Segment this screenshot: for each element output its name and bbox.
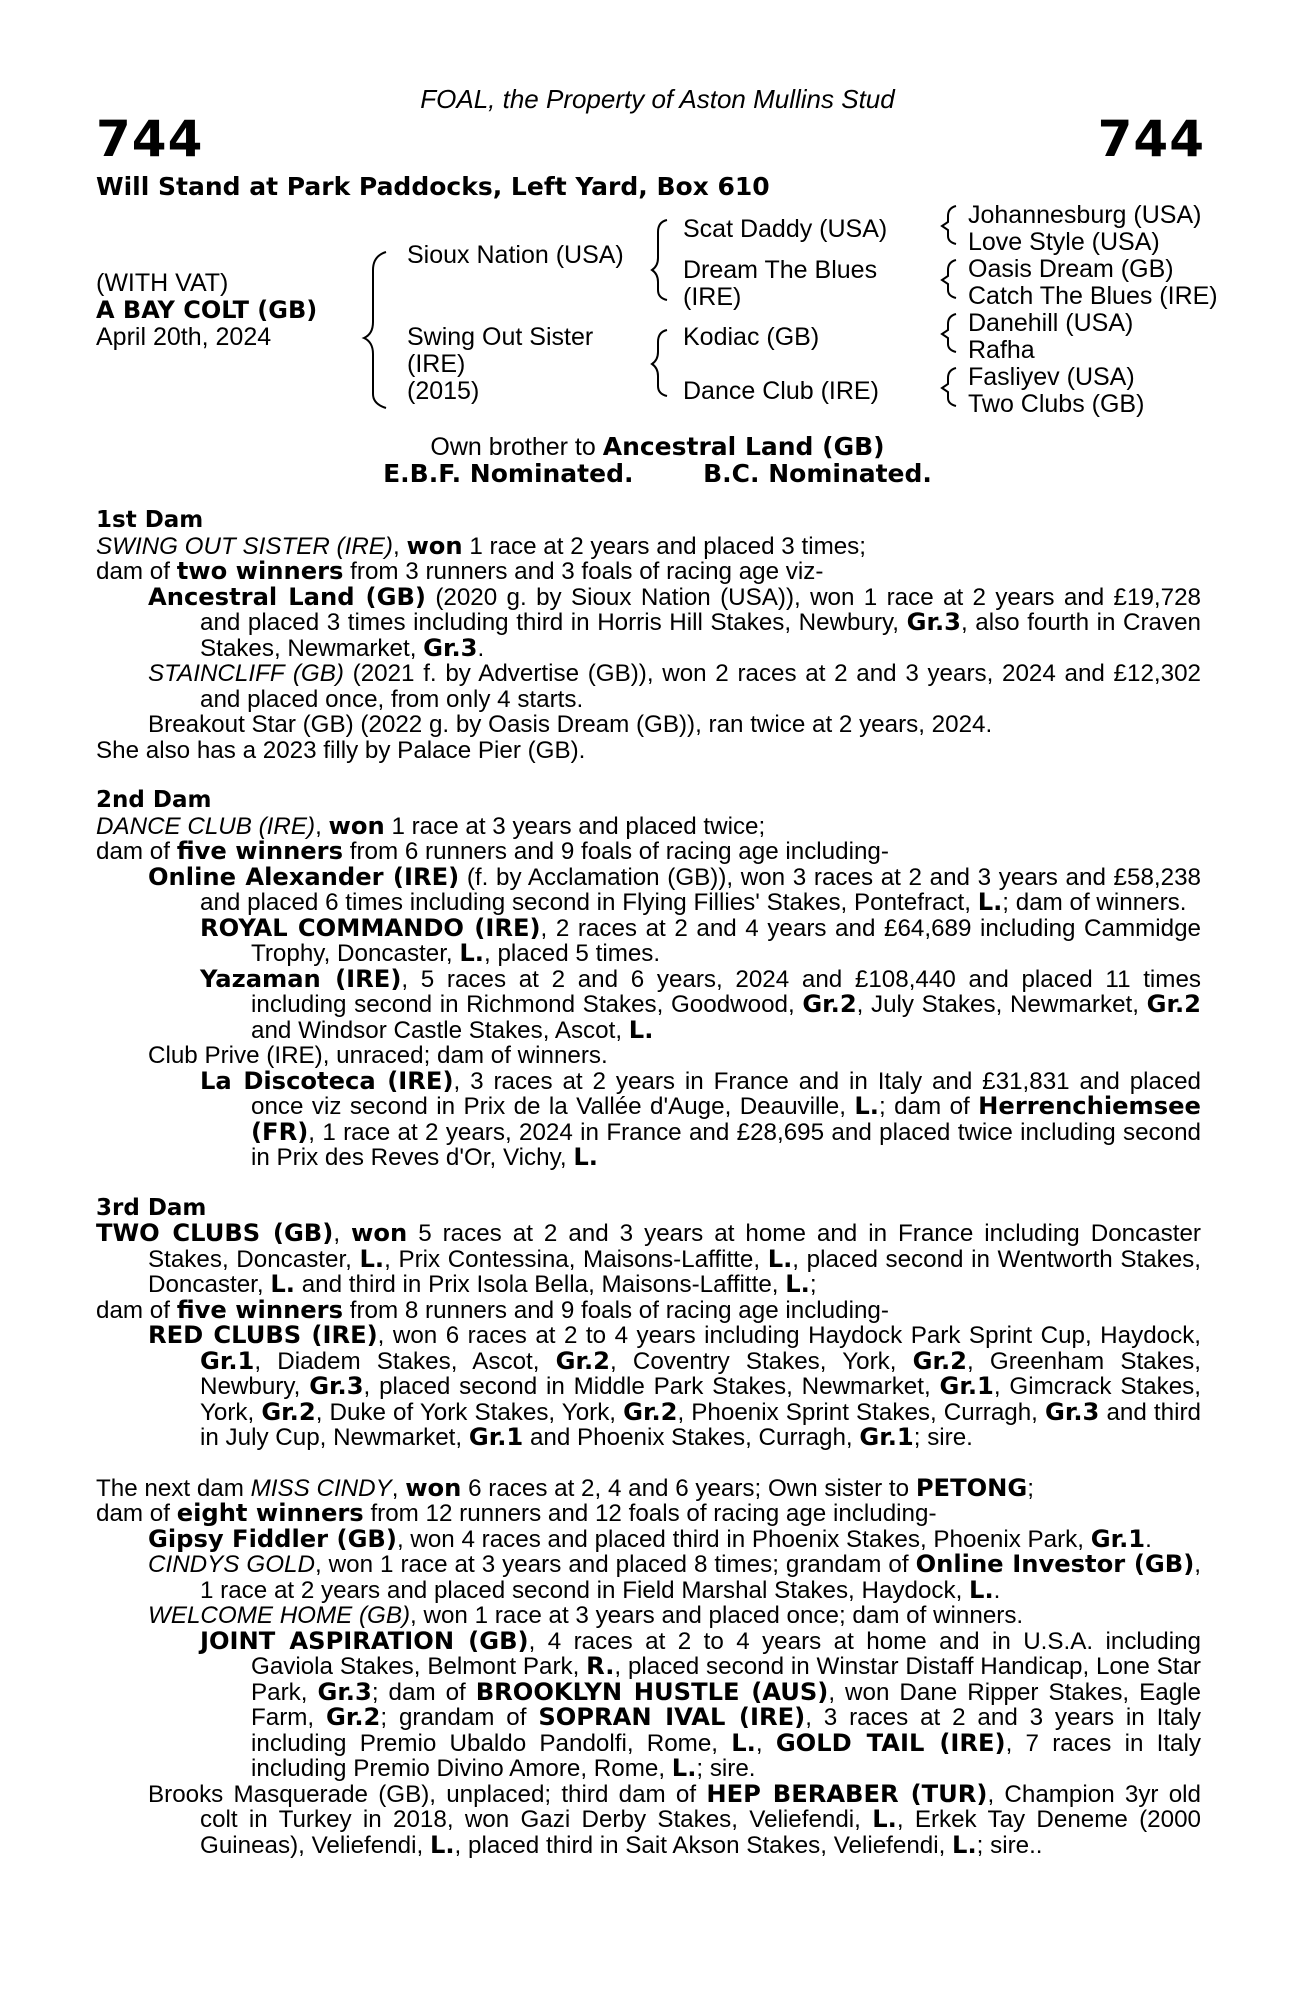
gen3-6: Rafha — [968, 336, 1035, 364]
progeny-gipsy-fiddler: Gipsy Fiddler (GB), won 4 races and placed third in Phoenix Stakes, Phoenix Park, Gr.1. — [148, 1524, 1152, 1553]
gen3-5: Danehill (USA) — [968, 309, 1134, 337]
pedigree-table — [0, 0, 1315, 440]
lot-number-right: 744 — [1097, 110, 1205, 168]
lot-number-left: 744 — [96, 110, 204, 168]
gen3-3: Oasis Dream (GB) — [968, 255, 1174, 283]
ebf-nominated: E.B.F. Nominated. — [383, 459, 634, 488]
own-brother-name: Ancestral Land (GB) — [602, 432, 885, 461]
progeny-la-discoteca: La Discoteca (IRE), 3 races at 2 years in France and in Italy and £31,831 and placed once viz second in Prix de la Vallée d'Auge, Deauville, L.; dam of Herrenchiemsee (FR), 1 race at 2 years, 2024 in France and £28,695 and placed twice including second in Prix des Reves d'Or, Vichy, L. — [200, 1066, 1202, 1171]
vat-note: (WITH VAT) — [96, 269, 229, 297]
progeny-yazaman: Yazaman (IRE), 5 races at 2 and 6 years, 2024 and £108,440 and placed 11 times including second in Richmond Stakes, Goodwood, Gr.2, July Stakes, Newmarket, Gr.2 and Windsor Castle Stakes, Ascot, L. — [200, 964, 1201, 1044]
sire-dam-line-2: (IRE) — [683, 283, 742, 311]
first-dam-produce-summary: dam of two winners from 3 runners and 3 foals of racing age viz- — [96, 557, 824, 585]
second-dam-heading: 2nd Dam — [96, 787, 212, 813]
gen3-1: Johannesburg (USA) — [968, 201, 1202, 229]
third-dam-heading: 3rd Dam — [96, 1194, 207, 1221]
first-dam-heading: 1st Dam — [96, 507, 204, 533]
next-dam-record: The next dam MISS CINDY, won 6 races at 2, 4 and 6 years; Own sister to PETONG; — [96, 1473, 1034, 1502]
second-dam-record: DANCE CLUB (IRE), won 1 race at 3 years and placed twice; — [96, 811, 766, 840]
bc-nominated: B.C. Nominated. — [703, 459, 932, 488]
progeny-welcome-home: WELCOME HOME (GB), won 1 race at 3 years and placed once; dam of winners. — [148, 1602, 1024, 1629]
progeny-brooks-masquerade: Brooks Masquerade (GB), unplaced; third dam of HEP BERABER (TUR), Champion 3yr old colt in Turkey in 2018, won Gazi Derby Stakes, Veliefendi, L., Erkek Tay Deneme (2000 Guineas), Veliefendi, L., placed third in Sait Akson Stakes, Veliefendi, L.; sire.. — [148, 1779, 1201, 1859]
progeny-red-clubs: RED CLUBS (IRE), won 6 races at 2 to 4 years including Haydock Park Sprint Cup, Haydock, Gr.1, Diadem Stakes, Ascot, Gr.2, Coventry Stakes, York, Gr.2, Greenham Stakes, Newbury, Gr.3, placed second in Middle Park Stakes, Newmarket, Gr.1, Gimcrack Stakes, York, Gr.2, Duke of York Stakes, York, Gr.2, Phoenix Sprint Stakes, Curragh, Gr.3 and third in July Cup, Newmarket, Gr.1 and Phoenix Stakes, Curragh, Gr.1; sire. — [148, 1321, 1202, 1451]
dam-sire: Kodiac (GB) — [683, 323, 820, 351]
owner-line: FOAL, the Property of Aston Mullins Stud — [420, 84, 895, 114]
sire: Sioux Nation (USA) — [407, 241, 624, 269]
sire-sire: Scat Daddy (USA) — [683, 215, 888, 243]
progeny-online-alexander: Online Alexander (IRE) (f. by Acclamation (GB)), won 3 races at 2 and 3 years and £58,238 and placed 6 times including second in Flying Fillies' Stakes, Pontefract, L.; dam of winners. — [148, 862, 1201, 916]
horse-name: A BAY COLT (GB) — [96, 296, 318, 324]
dam-dam: Dance Club (IRE) — [683, 377, 879, 405]
dam-line-3: (2015) — [407, 377, 480, 405]
progeny-royal-commando: ROYAL COMMANDO (IRE), 2 races at 2 and 4 years and £64,689 including Cammidge Trophy, Doncaster, L., placed 5 times. — [200, 913, 1201, 967]
dam-line-1: Swing Out Sister — [407, 323, 594, 351]
third-dam-produce-summary: dam of five winners from 8 runners and 9 foals of racing age including- — [96, 1295, 889, 1324]
first-dam-record: SWING OUT SISTER (IRE), won 1 race at 2 years and placed 3 times; — [96, 531, 866, 560]
progeny-club-prive: Club Prive (IRE), unraced; dam of winners. — [148, 1042, 608, 1069]
nominations — [0, 459, 1315, 488]
next-dam-produce-summary: dam of eight winners from 12 runners and 12 foals of racing age including- — [96, 1499, 937, 1527]
progeny-staincliff: STAINCLIFF (GB) (2021 f. by Advertise (GB)), won 2 races at 2 and 3 years, 2024 and £12,302 and placed once, from only 4 starts. — [148, 660, 1201, 713]
first-dam-also: She also has a 2023 filly by Palace Pier (GB). — [96, 736, 586, 764]
foaling-date: April 20th, 2024 — [96, 323, 272, 351]
catalogue-body — [96, 508, 1201, 1858]
second-dam-produce-summary: dam of five winners from 6 runners and 9 foals of racing age including- — [96, 837, 889, 865]
gen3-4: Catch The Blues (IRE) — [968, 282, 1218, 310]
progeny-ancestral-land: Ancestral Land (GB) (2020 g. by Sioux Nation (USA)), won 1 race at 2 years and £19,728 and placed 3 times including third in Horris Hill Stakes, Newbury, Gr.3, also fourth in Craven Stakes, Newmarket, Gr.3. — [148, 582, 1201, 662]
progeny-cindys-gold: CINDYS GOLD, won 1 race at 3 years and placed 8 times; grandam of Online Investor (GB), 1 race at 2 years and placed second in Field Marshal Stakes, Haydock, L.. — [148, 1550, 1201, 1604]
progeny-joint-aspiration: JOINT ASPIRATION (GB), 4 races at 2 to 4 years at home and in U.S.A. including Gaviola Stakes, Belmont Park, R., placed second in Winstar Distaff Handicap, Lone Star Park, Gr.3; dam of BROOKLYN HUSTLE (AUS), won Dane Ripper Stakes, Eagle Farm, Gr.2; grandam of SOPRAN IVAL (IRE), 3 races at 2 and 3 years in Italy including Premio Ubaldo Pandolfi, Rome, L., GOLD TAIL (IRE), 7 races in Italy including Premio Divino Amore, Rome, L.; sire. — [200, 1626, 1201, 1782]
gen3-2: Love Style (USA) — [968, 228, 1160, 256]
progeny-breakout-star: Breakout Star (GB) (2022 g. by Oasis Dream (GB)), ran twice at 2 years, 2024. — [148, 711, 993, 738]
third-dam-record: TWO CLUBS (GB), won 5 races at 2 and 3 years at home and in France including Doncaster Stakes, Doncaster, L., Prix Contessina, Maisons-Laffitte, L., placed second in Wentworth Stakes, Doncaster, L. and third in Prix Isola Bella, Maisons-Laffitte, L.; — [96, 1219, 1201, 1298]
gen3-8: Two Clubs (GB) — [968, 390, 1145, 418]
own-brother-note: Own brother to Ancestral Land (GB) — [430, 432, 885, 461]
stand-location: Will Stand at Park Paddocks, Left Yard, Box 610 — [96, 172, 770, 201]
sire-dam-line-1: Dream The Blues — [683, 256, 878, 284]
dam-line-2: (IRE) — [407, 350, 466, 378]
gen3-7: Fasliyev (USA) — [968, 363, 1135, 391]
